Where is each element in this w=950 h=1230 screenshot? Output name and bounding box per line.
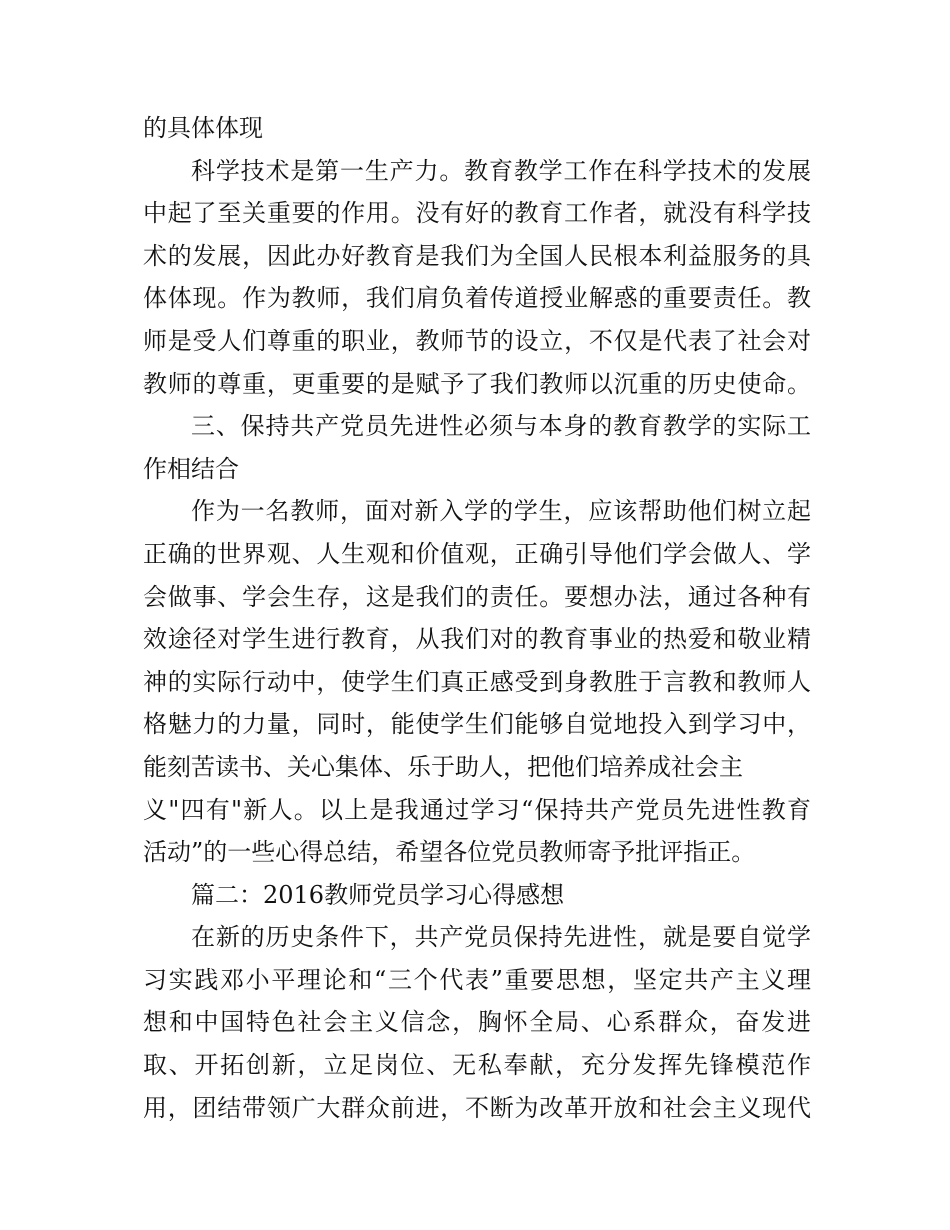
text-line: 术的发展，因此办好教育是我们为全国人民根本利益服务的具 <box>143 241 811 270</box>
document-body <box>143 107 811 1129</box>
text-line: 能刻苦读书、关心集体、乐于助人，把他们培养成社会主 <box>143 752 743 781</box>
text-line: 体体现。作为教师，我们肩负着传道授业解惑的重要责任。教 <box>143 284 811 313</box>
text-line: 习实践邓小平理论和“三个代表”重要思想，坚定共产主义理 <box>143 965 811 994</box>
text-line: 取、开拓创新，立足岗位、无私奉献，充分发挥先锋模范作 <box>143 1051 811 1080</box>
text-line: 科学技术是第一生产力。教育教学工作在科学技术的发展 <box>191 156 811 185</box>
section-heading: 作相结合 <box>143 454 239 483</box>
text-line: 义"四有"新人。以上是我通过学习“保持共产党员先进性教育 <box>143 795 811 824</box>
text-line: 中起了至关重要的作用。没有好的教育工作者，就没有科学技 <box>143 199 811 228</box>
section-heading: 三、保持共产党员先进性必须与本身的教育教学的实际工 <box>191 412 811 441</box>
text-line: 活动”的一些心得总结，希望各位党员教师寄予批评指正。 <box>143 838 756 867</box>
text-line: 会做事、学会生存，这是我们的责任。要想办法，通过各种有 <box>143 582 811 611</box>
text-line: 师是受人们尊重的职业，教师节的设立，不仅是代表了社会对 <box>143 326 811 355</box>
text-line: 的具体体现 <box>143 114 263 142</box>
chapter-title: 篇二：2016教师党员学习心得感想 <box>191 880 565 909</box>
text-line: 格魅力的力量，同时，能使学生们能够自觉地投入到学习中， <box>143 710 811 739</box>
text-line: 作为一名教师，面对新入学的学生，应该帮助他们树立起 <box>191 497 811 526</box>
text-line: 用，团结带领广大群众前进，不断为改革开放和社会主义现代 <box>143 1093 811 1122</box>
text-line: 效途径对学生进行教育，从我们对的教育事业的热爱和敬业精 <box>143 625 811 654</box>
text-line: 神的实际行动中，使学生们真正感受到身教胜于言教和教师人 <box>143 667 811 696</box>
text-line: 在新的历史条件下，共产党员保持先进性，就是要自觉学 <box>191 923 811 952</box>
text-line: 正确的世界观、人生观和价值观，正确引导他们学会做人、学 <box>143 539 811 568</box>
text-line: 教师的尊重，更重要的是赋予了我们教师以沉重的历史使命。 <box>143 369 811 398</box>
text-line: 想和中国特色社会主义信念，胸怀全局、心系群众，奋发进 <box>143 1008 811 1037</box>
